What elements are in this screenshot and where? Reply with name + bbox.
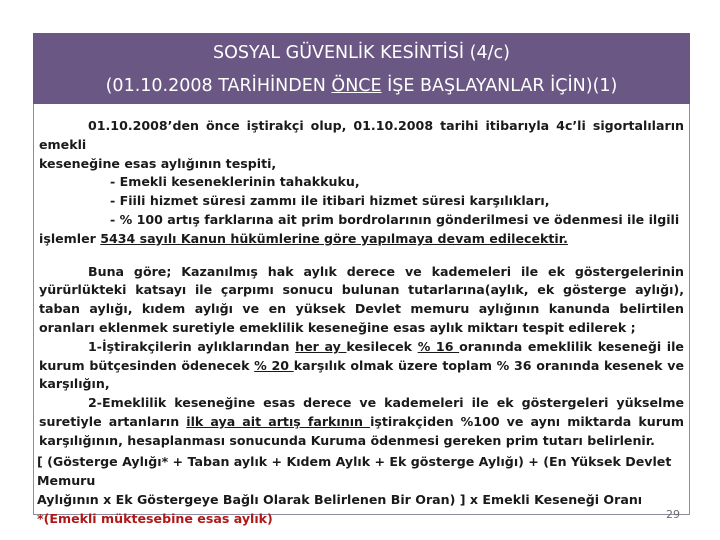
formula-footnote: *(Emekli müktesebine esas aylık): [37, 511, 273, 526]
title-line-2-end: İŞE BAŞLAYANLAR İÇİN)(1): [381, 76, 618, 96]
title-line-2-start: (01.10.2008 TARİHİNDEN: [105, 76, 332, 96]
para3: [39, 338, 684, 394]
para1-line2: keseneğine esas aylığının tespiti,: [39, 155, 277, 171]
slide-title: [33, 33, 690, 104]
formula-block: [37, 452, 687, 528]
para3-g: karşılık olmak üzere toplam % 36 oranında kesenek ve karşılığın,: [39, 357, 684, 392]
para1-line1: 01.10.2008’den önce iştirakçi olup, 01.10.2008 tarihi itibarıyla 4c’li sigortalıların emekli: [39, 118, 684, 152]
bullet-2: - Fiili hizmet süresi zammı ile itibari hizmet süresi karşılıkları,: [110, 193, 550, 209]
page-number: 29: [666, 508, 680, 521]
bullet-1: - Emekli keseneklerinin tahakkuku,: [110, 174, 360, 190]
bullet-3: - % 100 artış farklarına ait prim bordrolarının gönderilmesi ve ödenmesi ile ilgili: [110, 211, 680, 227]
para1-line3-start: işlemler: [39, 230, 101, 246]
para3-a: 1-İştirakçilerin aylıklarından: [88, 338, 296, 354]
para1-line3: [39, 230, 684, 249]
para3-every-month: her ay: [295, 338, 347, 354]
spacer: [39, 249, 684, 263]
law-reference: 5434 sayılı Kanun hükümlerine göre yapılmaya devam edilecektir.: [100, 230, 568, 246]
formula-line2: Aylığının x Ek Göstergeye Bağlı Olarak Belirlenen Bir Oran) ] x Emekli Keseneği Oranı: [37, 492, 643, 507]
para4: [39, 394, 684, 450]
para3-rate-20: % 20: [254, 357, 294, 373]
formula-line1: [ (Gösterge Aylığı* + Taban aylık + Kıdem Aylık + Ek gösterge Aylığı) + (En Yüksek Devlet Memuru: [37, 454, 672, 488]
title-underlined-word: ÖNCE: [331, 76, 382, 96]
para3-rate-16: % 16: [417, 338, 460, 354]
body-text: [39, 117, 684, 451]
para2: Buna göre; Kazanılmış hak aylık derece ve kademeleri ile ek göstergelerinin yürürlükteki katsayı ile çarpımı sonucu bulunan tutarlarına(aylık, ek gösterge aylığı), taban aylığı, kıdem aylığı ve en yüksek Devlet memuru aylığının kanunda belirtilen oranları eklenmek suretiyle emeklilik keseneğine esas aylık miktarı tespit edilerek ;: [39, 263, 684, 335]
para3-c: kesilecek: [346, 338, 418, 354]
para3-e: oranında emeklilik keseneği ile kurum bütçesinden ödenecek: [39, 338, 684, 373]
para4-first-month: ilk aya ait artış farkının: [186, 413, 371, 429]
para4-a: 2-Emeklilik keseneğine esas derece ve kademeleri ile ek göstergeleri yükselme suretiyle artanların: [39, 395, 684, 429]
title-line-1: SOSYAL GÜVENLİK KESİNTİSİ (4/c): [213, 43, 510, 63]
title-line-2: [33, 70, 690, 103]
para4-c: iştirakçiden %100 ve aynı miktarda kurum karşılığının, hesaplanması sonucunda Kuruma ödenmesi gereken prim tutarı belirlenir.: [39, 413, 684, 448]
